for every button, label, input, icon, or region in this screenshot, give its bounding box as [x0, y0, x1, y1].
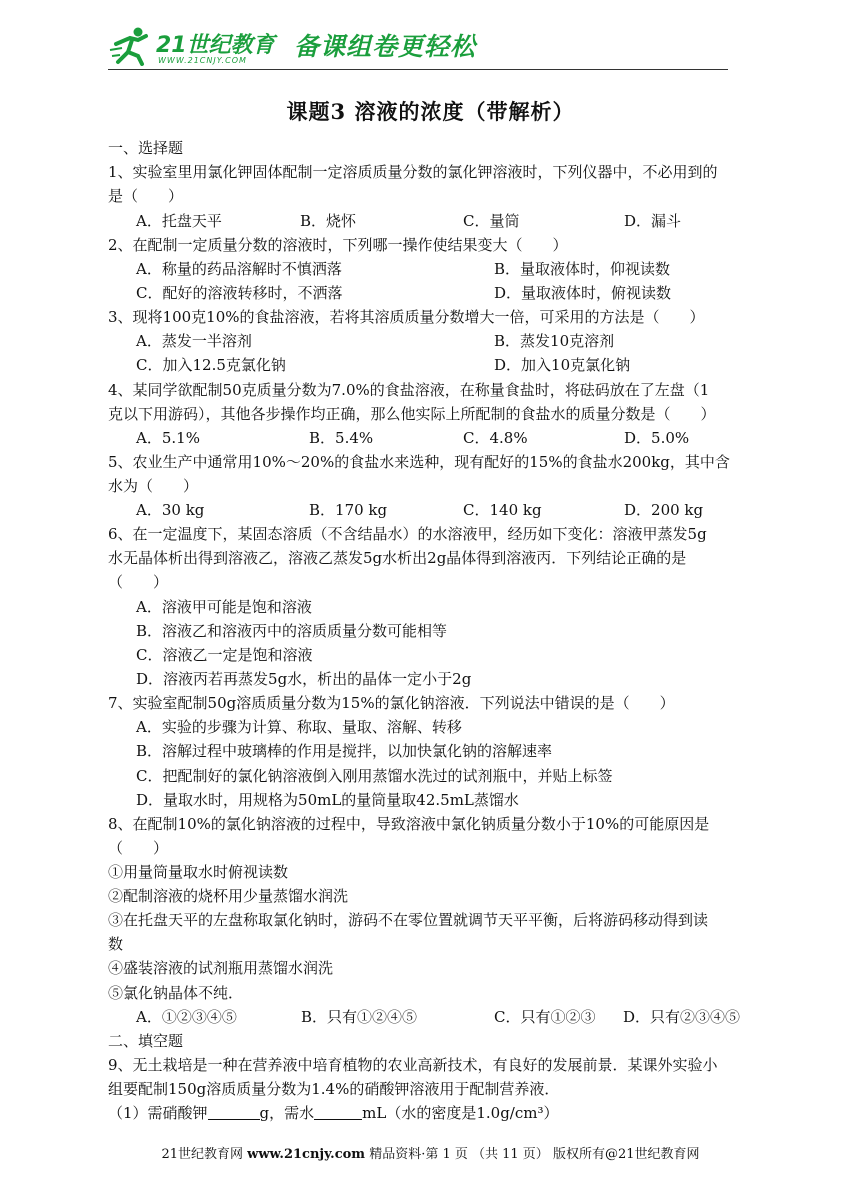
question-7-option-a: A．实验的步骤为计算、称取、量取、溶解、转移 — [136, 718, 462, 736]
question-6-option-c: C．溶液乙一定是饱和溶液 — [136, 646, 313, 664]
question-8-item-2: ②配制溶液的烧杯用少量蒸馏水润洗 — [108, 887, 349, 905]
question-8-option-c: C．只有①②③ — [494, 1008, 596, 1026]
question-4-option-c: C．4.8% — [463, 429, 528, 447]
section-heading: 一、选择题 — [108, 139, 184, 157]
question-7-option-b: B．溶解过程中玻璃棒的作用是搅拌，以加快氯化钠的溶解速率 — [136, 742, 553, 760]
footer-suffix: 精品资料·第 1 页 （共 11 页） 版权所有@21世纪教育网 — [369, 1147, 700, 1162]
answer-blank[interactable] — [208, 1105, 260, 1120]
question-3-option-d: D．加入10克氯化钠 — [494, 356, 631, 374]
brand-slogan: 备课组卷更轻松 — [294, 32, 477, 61]
question-6-stem-paren: （ ） — [108, 573, 169, 591]
question-1-stem-cont: 是（ ） — [108, 187, 184, 205]
question-5-option-c: C．140 kg — [463, 501, 542, 519]
brand-url: WWW.21CNJY.COM — [158, 56, 247, 65]
question-8-stem: 8、在配制10%的氯化钠溶液的过程中，导致溶液中氯化钠质量分数小于10%的可能原因是 — [108, 815, 710, 833]
question-9-part-1-label: （1）需硝酸钾 — [108, 1104, 208, 1122]
question-2-option-d: D．量取液体时，俯视读数 — [494, 284, 672, 302]
question-4-option-b: B．5.4% — [309, 429, 374, 447]
question-5-stem-cont: 水为（ ） — [108, 477, 199, 495]
question-3-option-c: C．加入12.5克氯化钠 — [136, 356, 286, 374]
question-3-option-b: B．蒸发10克溶剂 — [494, 332, 615, 350]
question-6-option-d: D．溶液丙若再蒸发5g水，析出的晶体一定小于2g — [136, 670, 472, 688]
question-7-option-d: D．量取水时，用规格为50mL的量筒量取42.5mL蒸馏水 — [136, 791, 519, 809]
question-8-item-4: ④盛装溶液的试剂瓶用蒸馏水润洗 — [108, 959, 334, 977]
question-9-part-1 — [108, 1103, 559, 1123]
runner-logo-icon — [108, 26, 154, 66]
footer-site-link[interactable]: www.21cnjy.com — [247, 1147, 366, 1162]
question-6-stem-cont: 水无晶体析出得到溶液乙，溶液乙蒸发5g水析出2g晶体得到溶液丙．下列结论正确的是 — [108, 549, 687, 567]
question-8-item-5: ⑤氯化钠晶体不纯． — [108, 984, 244, 1002]
question-9-stem: 9、无土栽培是一种在营养液中培育植物的农业高新技术，有良好的发展前景．某课外实验小 — [108, 1056, 718, 1074]
question-8-item-1: ①用量筒量取水时俯视读数 — [108, 863, 289, 881]
question-7-option-c: C．把配制好的氯化钠溶液倒入刚用蒸馏水洗过的试剂瓶中，并贴上标签 — [136, 767, 613, 785]
question-1-option-b: B．烧怀 — [300, 212, 357, 230]
question-2-option-c: C．配好的溶液转移时，不洒落 — [136, 284, 343, 302]
question-8-option-d: D．只有②③④⑤ — [623, 1008, 741, 1026]
question-4-option-a: A．5.1% — [136, 429, 200, 447]
question-6-option-a: A．溶液甲可能是饱和溶液 — [136, 598, 312, 616]
question-9-part-1-note: mL（水的密度是1.0g/cm³） — [362, 1104, 559, 1122]
page-title: 课题3 溶液的浓度（带解析） — [286, 99, 575, 124]
question-4-stem: 4、某同学欲配制50克质量分数为7.0%的食盐溶液，在称量食盐时，将砝码放在了左盘（1 — [108, 381, 710, 399]
header-divider — [108, 69, 728, 70]
question-8-item-3: ③在托盘天平的左盘称取氯化钠时，游码不在零位置就调节天平平衡，后将游码移动得到读 — [108, 911, 709, 929]
question-1-option-c: C．量筒 — [463, 212, 520, 230]
page-footer — [0, 1143, 861, 1162]
question-2-option-a: A．称量的药品溶解时不慎洒落 — [136, 260, 342, 278]
footer-prefix: 21世纪教育网 — [161, 1147, 244, 1162]
question-9-part-1-text: g，需水 — [259, 1104, 315, 1122]
question-2-stem: 2、在配制一定质量分数的溶液时，下列哪一操作使结果变大（ ） — [108, 236, 568, 254]
question-8-option-b: B．只有①②④⑤ — [301, 1008, 418, 1026]
question-1-option-a: A．托盘天平 — [136, 212, 222, 230]
question-5-option-a: A．30 kg — [136, 501, 205, 519]
answer-blank[interactable] — [314, 1105, 362, 1120]
question-4-stem-cont: 克以下用游码），其他各步操作均正确，那么他实际上所配制的食盐水的质量分数是（ ） — [108, 405, 716, 423]
question-5-option-d: D．200 kg — [624, 501, 704, 519]
question-8-stem-paren: （ ） — [108, 839, 169, 857]
question-1-option-d: D．漏斗 — [624, 212, 682, 230]
question-6-stem: 6、在一定温度下，某固态溶质（不含结晶水）的水溶液甲，经历如下变化：溶液甲蒸发5g — [108, 525, 707, 543]
question-9-stem-cont: 组要配制150g溶质质量分数为1.4%的硝酸钾溶液用于配制营养液． — [108, 1080, 560, 1098]
section-heading: 二、填空题 — [108, 1032, 184, 1050]
question-6-option-b: B．溶液乙和溶液丙中的溶质质量分数可能相等 — [136, 622, 448, 640]
question-1-stem: 1、实验室里用氯化钾固体配制一定溶质质量分数的氯化钾溶液时，下列仪器中，不必用到的 — [108, 163, 718, 181]
question-8-option-a: A．①②③④⑤ — [136, 1008, 237, 1026]
question-5-stem: 5、农业生产中通常用10%～20%的食盐水来选种，现有配好的15%的食盐水200kg，其中含 — [108, 453, 730, 471]
brand-name: 21世纪教育 — [156, 33, 275, 58]
question-2-option-b: B．量取液体时，仰视读数 — [494, 260, 671, 278]
question-7-stem: 7、实验室配制50g溶质质量分数为15%的氯化钠溶液．下列说法中错误的是（ ） — [108, 694, 675, 712]
question-3-option-a: A．蒸发一半溶剂 — [136, 332, 252, 350]
question-8-item-3-cont: 数 — [108, 935, 124, 953]
question-4-option-d: D．5.0% — [624, 429, 690, 447]
page-header — [108, 24, 728, 70]
question-3-stem: 3、现将100克10%的食盐溶液，若将其溶质质量分数增大一倍，可采用的方法是（ ） — [108, 308, 705, 326]
question-5-option-b: B．170 kg — [309, 501, 388, 519]
